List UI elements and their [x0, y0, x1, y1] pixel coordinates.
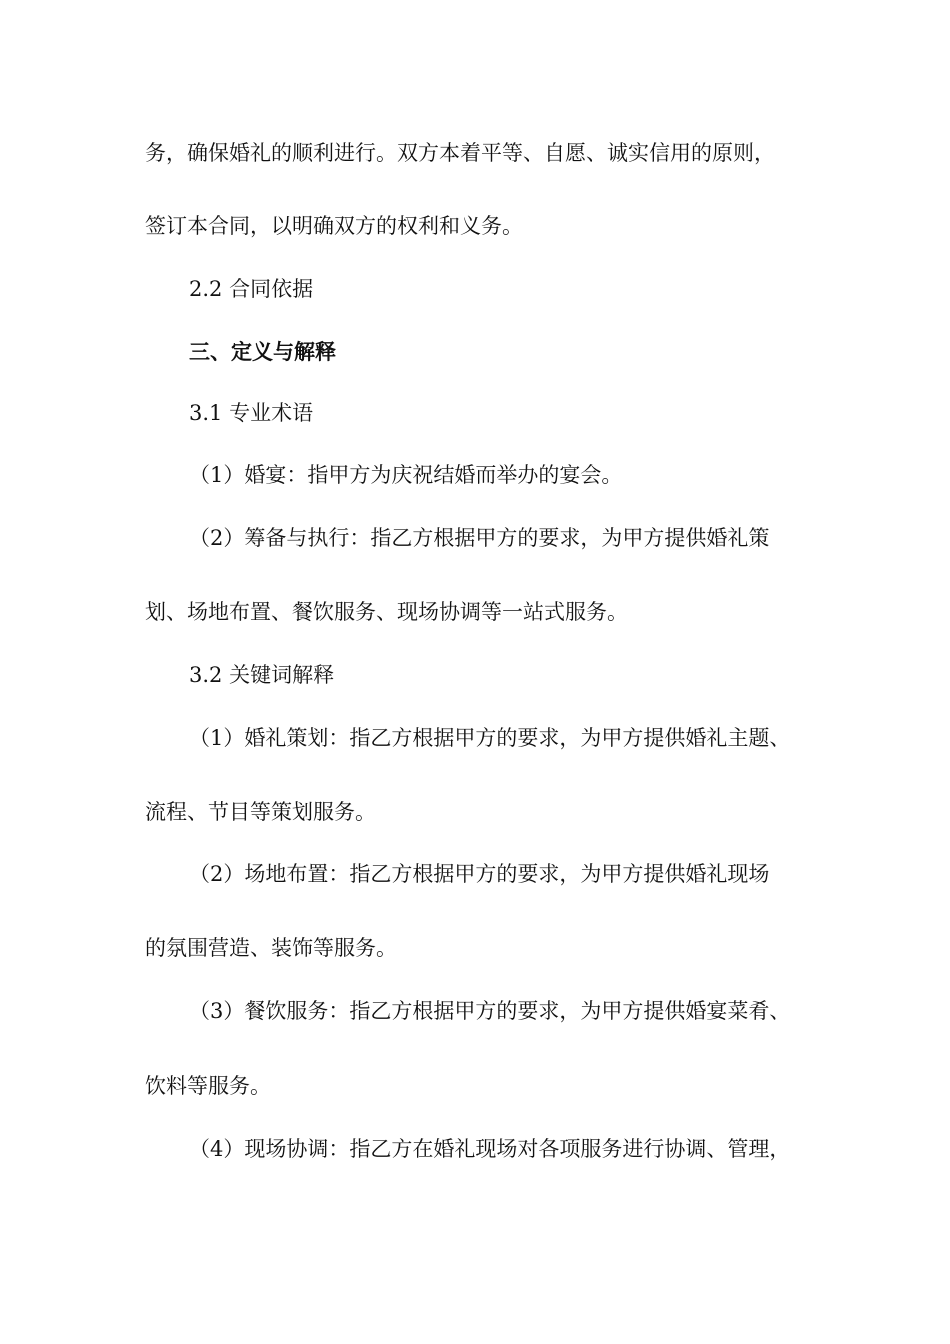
- list-item: （3）餐饮服务：指乙方根据甲方的要求，为甲方提供婚宴菜肴、: [189, 999, 791, 1023]
- list-item: （1）婚宴：指甲方为庆祝结婚而举办的宴会。: [189, 463, 623, 487]
- list-item: （2）筹备与执行：指乙方根据甲方的要求，为甲方提供婚礼策: [189, 526, 770, 550]
- list-item: （1）婚礼策划：指乙方根据甲方的要求，为甲方提供婚礼主题、: [189, 726, 791, 750]
- paragraph-line: 的氛围营造、装饰等服务。: [145, 936, 397, 960]
- paragraph-line: 划、场地布置、餐饮服务、现场协调等一站式服务。: [145, 600, 628, 624]
- subsection-heading: 2.2 合同依据: [189, 277, 314, 301]
- paragraph-line: 饮料等服务。: [145, 1074, 271, 1098]
- list-item: （2）场地布置：指乙方根据甲方的要求，为甲方提供婚礼现场: [189, 862, 770, 886]
- subsection-heading: 3.2 关键词解释: [189, 663, 335, 687]
- list-item: （4）现场协调：指乙方在婚礼现场对各项服务进行协调、管理，: [189, 1137, 791, 1161]
- subsection-heading: 3.1 专业术语: [189, 401, 314, 425]
- paragraph-line: 流程、节目等策划服务。: [145, 800, 376, 824]
- paragraph-line: 务，确保婚礼的顺利进行。双方本着平等、自愿、诚实信用的原则，: [145, 141, 775, 165]
- paragraph-line: 签订本合同，以明确双方的权利和义务。: [145, 214, 523, 238]
- section-heading: 三、定义与解释: [189, 339, 336, 364]
